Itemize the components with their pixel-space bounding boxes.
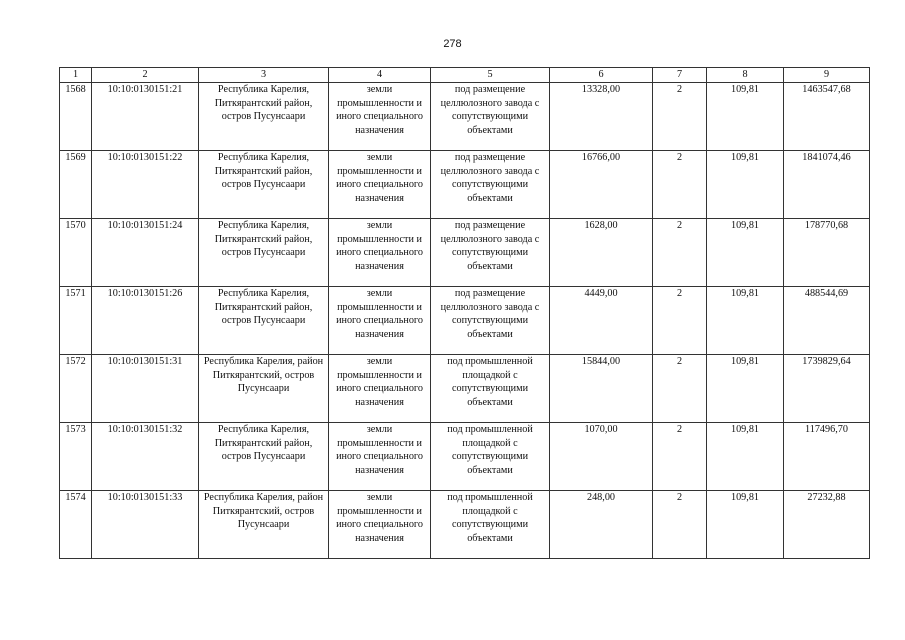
group: 2 bbox=[653, 219, 707, 287]
cadastral-number: 10:10:0130151:21 bbox=[92, 83, 199, 151]
permitted-use: под размещение целлюлозного завода с сопутствующими объектами bbox=[431, 151, 550, 219]
table-row bbox=[60, 287, 870, 355]
row-number: 1568 bbox=[60, 83, 92, 151]
cadastral-number: 10:10:0130151:31 bbox=[92, 355, 199, 423]
location: Республика Карелия, район Питкярантский, остров Пусунсаари bbox=[199, 491, 329, 559]
header-col-2: 2 bbox=[92, 68, 199, 83]
permitted-use: под промышленной площадкой с сопутствующими объектами bbox=[431, 491, 550, 559]
page-number: 278 bbox=[443, 38, 462, 50]
header-col-7: 7 bbox=[653, 68, 707, 83]
land-category: земли промышленности и иного специального назначения bbox=[329, 151, 431, 219]
header-col-5: 5 bbox=[431, 68, 550, 83]
table-row bbox=[60, 151, 870, 219]
table-body bbox=[60, 83, 870, 559]
header-col-8: 8 bbox=[707, 68, 784, 83]
cadastral-number: 10:10:0130151:24 bbox=[92, 219, 199, 287]
permitted-use: под размещение целлюлозного завода с сопутствующими объектами bbox=[431, 219, 550, 287]
cadastral-number: 10:10:0130151:33 bbox=[92, 491, 199, 559]
permitted-use: под промышленной площадкой с сопутствующими объектами bbox=[431, 355, 550, 423]
location: Республика Карелия, Питкярантский район, остров Пусунсаари bbox=[199, 219, 329, 287]
table-header bbox=[60, 68, 870, 83]
cadastral-value: 1463547,68 bbox=[784, 83, 870, 151]
area: 1070,00 bbox=[550, 423, 653, 491]
cadastral-value: 27232,88 bbox=[784, 491, 870, 559]
row-number: 1574 bbox=[60, 491, 92, 559]
row-number: 1569 bbox=[60, 151, 92, 219]
land-category: земли промышленности и иного специального назначения bbox=[329, 219, 431, 287]
group: 2 bbox=[653, 355, 707, 423]
area: 15844,00 bbox=[550, 355, 653, 423]
cadastral-value: 178770,68 bbox=[784, 219, 870, 287]
cadastral-value: 488544,69 bbox=[784, 287, 870, 355]
group: 2 bbox=[653, 83, 707, 151]
table-row bbox=[60, 355, 870, 423]
header-col-1: 1 bbox=[60, 68, 92, 83]
rate: 109,81 bbox=[707, 355, 784, 423]
cadastral-value: 117496,70 bbox=[784, 423, 870, 491]
cadastral-number: 10:10:0130151:26 bbox=[92, 287, 199, 355]
cadastral-value: 1739829,64 bbox=[784, 355, 870, 423]
cadastral-value: 1841074,46 bbox=[784, 151, 870, 219]
cadastral-number: 10:10:0130151:22 bbox=[92, 151, 199, 219]
land-category: земли промышленности и иного специального назначения bbox=[329, 355, 431, 423]
header-col-3: 3 bbox=[199, 68, 329, 83]
location: Республика Карелия, Питкярантский район, остров Пусунсаари bbox=[199, 83, 329, 151]
table-row bbox=[60, 423, 870, 491]
row-number: 1571 bbox=[60, 287, 92, 355]
header-col-4: 4 bbox=[329, 68, 431, 83]
rate: 109,81 bbox=[707, 423, 784, 491]
rate: 109,81 bbox=[707, 287, 784, 355]
group: 2 bbox=[653, 423, 707, 491]
area: 13328,00 bbox=[550, 83, 653, 151]
rate: 109,81 bbox=[707, 83, 784, 151]
rate: 109,81 bbox=[707, 151, 784, 219]
area: 1628,00 bbox=[550, 219, 653, 287]
cadastral-number: 10:10:0130151:32 bbox=[92, 423, 199, 491]
location: Республика Карелия, район Питкярантский, остров Пусунсаари bbox=[199, 355, 329, 423]
header-col-6: 6 bbox=[550, 68, 653, 83]
table-row bbox=[60, 219, 870, 287]
table-row bbox=[60, 491, 870, 559]
land-plots-table bbox=[59, 67, 870, 559]
land-category: земли промышленности и иного специального назначения bbox=[329, 83, 431, 151]
area: 16766,00 bbox=[550, 151, 653, 219]
group: 2 bbox=[653, 491, 707, 559]
permitted-use: под промышленной площадкой с сопутствующими объектами bbox=[431, 423, 550, 491]
land-category: земли промышленности и иного специального назначения bbox=[329, 423, 431, 491]
row-number: 1572 bbox=[60, 355, 92, 423]
header-col-9: 9 bbox=[784, 68, 870, 83]
land-category: земли промышленности и иного специального назначения bbox=[329, 491, 431, 559]
group: 2 bbox=[653, 151, 707, 219]
rate: 109,81 bbox=[707, 219, 784, 287]
location: Республика Карелия, Питкярантский район, остров Пусунсаари bbox=[199, 151, 329, 219]
location: Республика Карелия, Питкярантский район, остров Пусунсаари bbox=[199, 423, 329, 491]
header-row bbox=[60, 68, 870, 83]
group: 2 bbox=[653, 287, 707, 355]
rate: 109,81 bbox=[707, 491, 784, 559]
row-number: 1570 bbox=[60, 219, 92, 287]
permitted-use: под размещение целлюлозного завода с сопутствующими объектами bbox=[431, 83, 550, 151]
area: 248,00 bbox=[550, 491, 653, 559]
permitted-use: под размещение целлюлозного завода с сопутствующими объектами bbox=[431, 287, 550, 355]
land-category: земли промышленности и иного специального назначения bbox=[329, 287, 431, 355]
row-number: 1573 bbox=[60, 423, 92, 491]
area: 4449,00 bbox=[550, 287, 653, 355]
location: Республика Карелия, Питкярантский район, остров Пусунсаари bbox=[199, 287, 329, 355]
table-row bbox=[60, 83, 870, 151]
